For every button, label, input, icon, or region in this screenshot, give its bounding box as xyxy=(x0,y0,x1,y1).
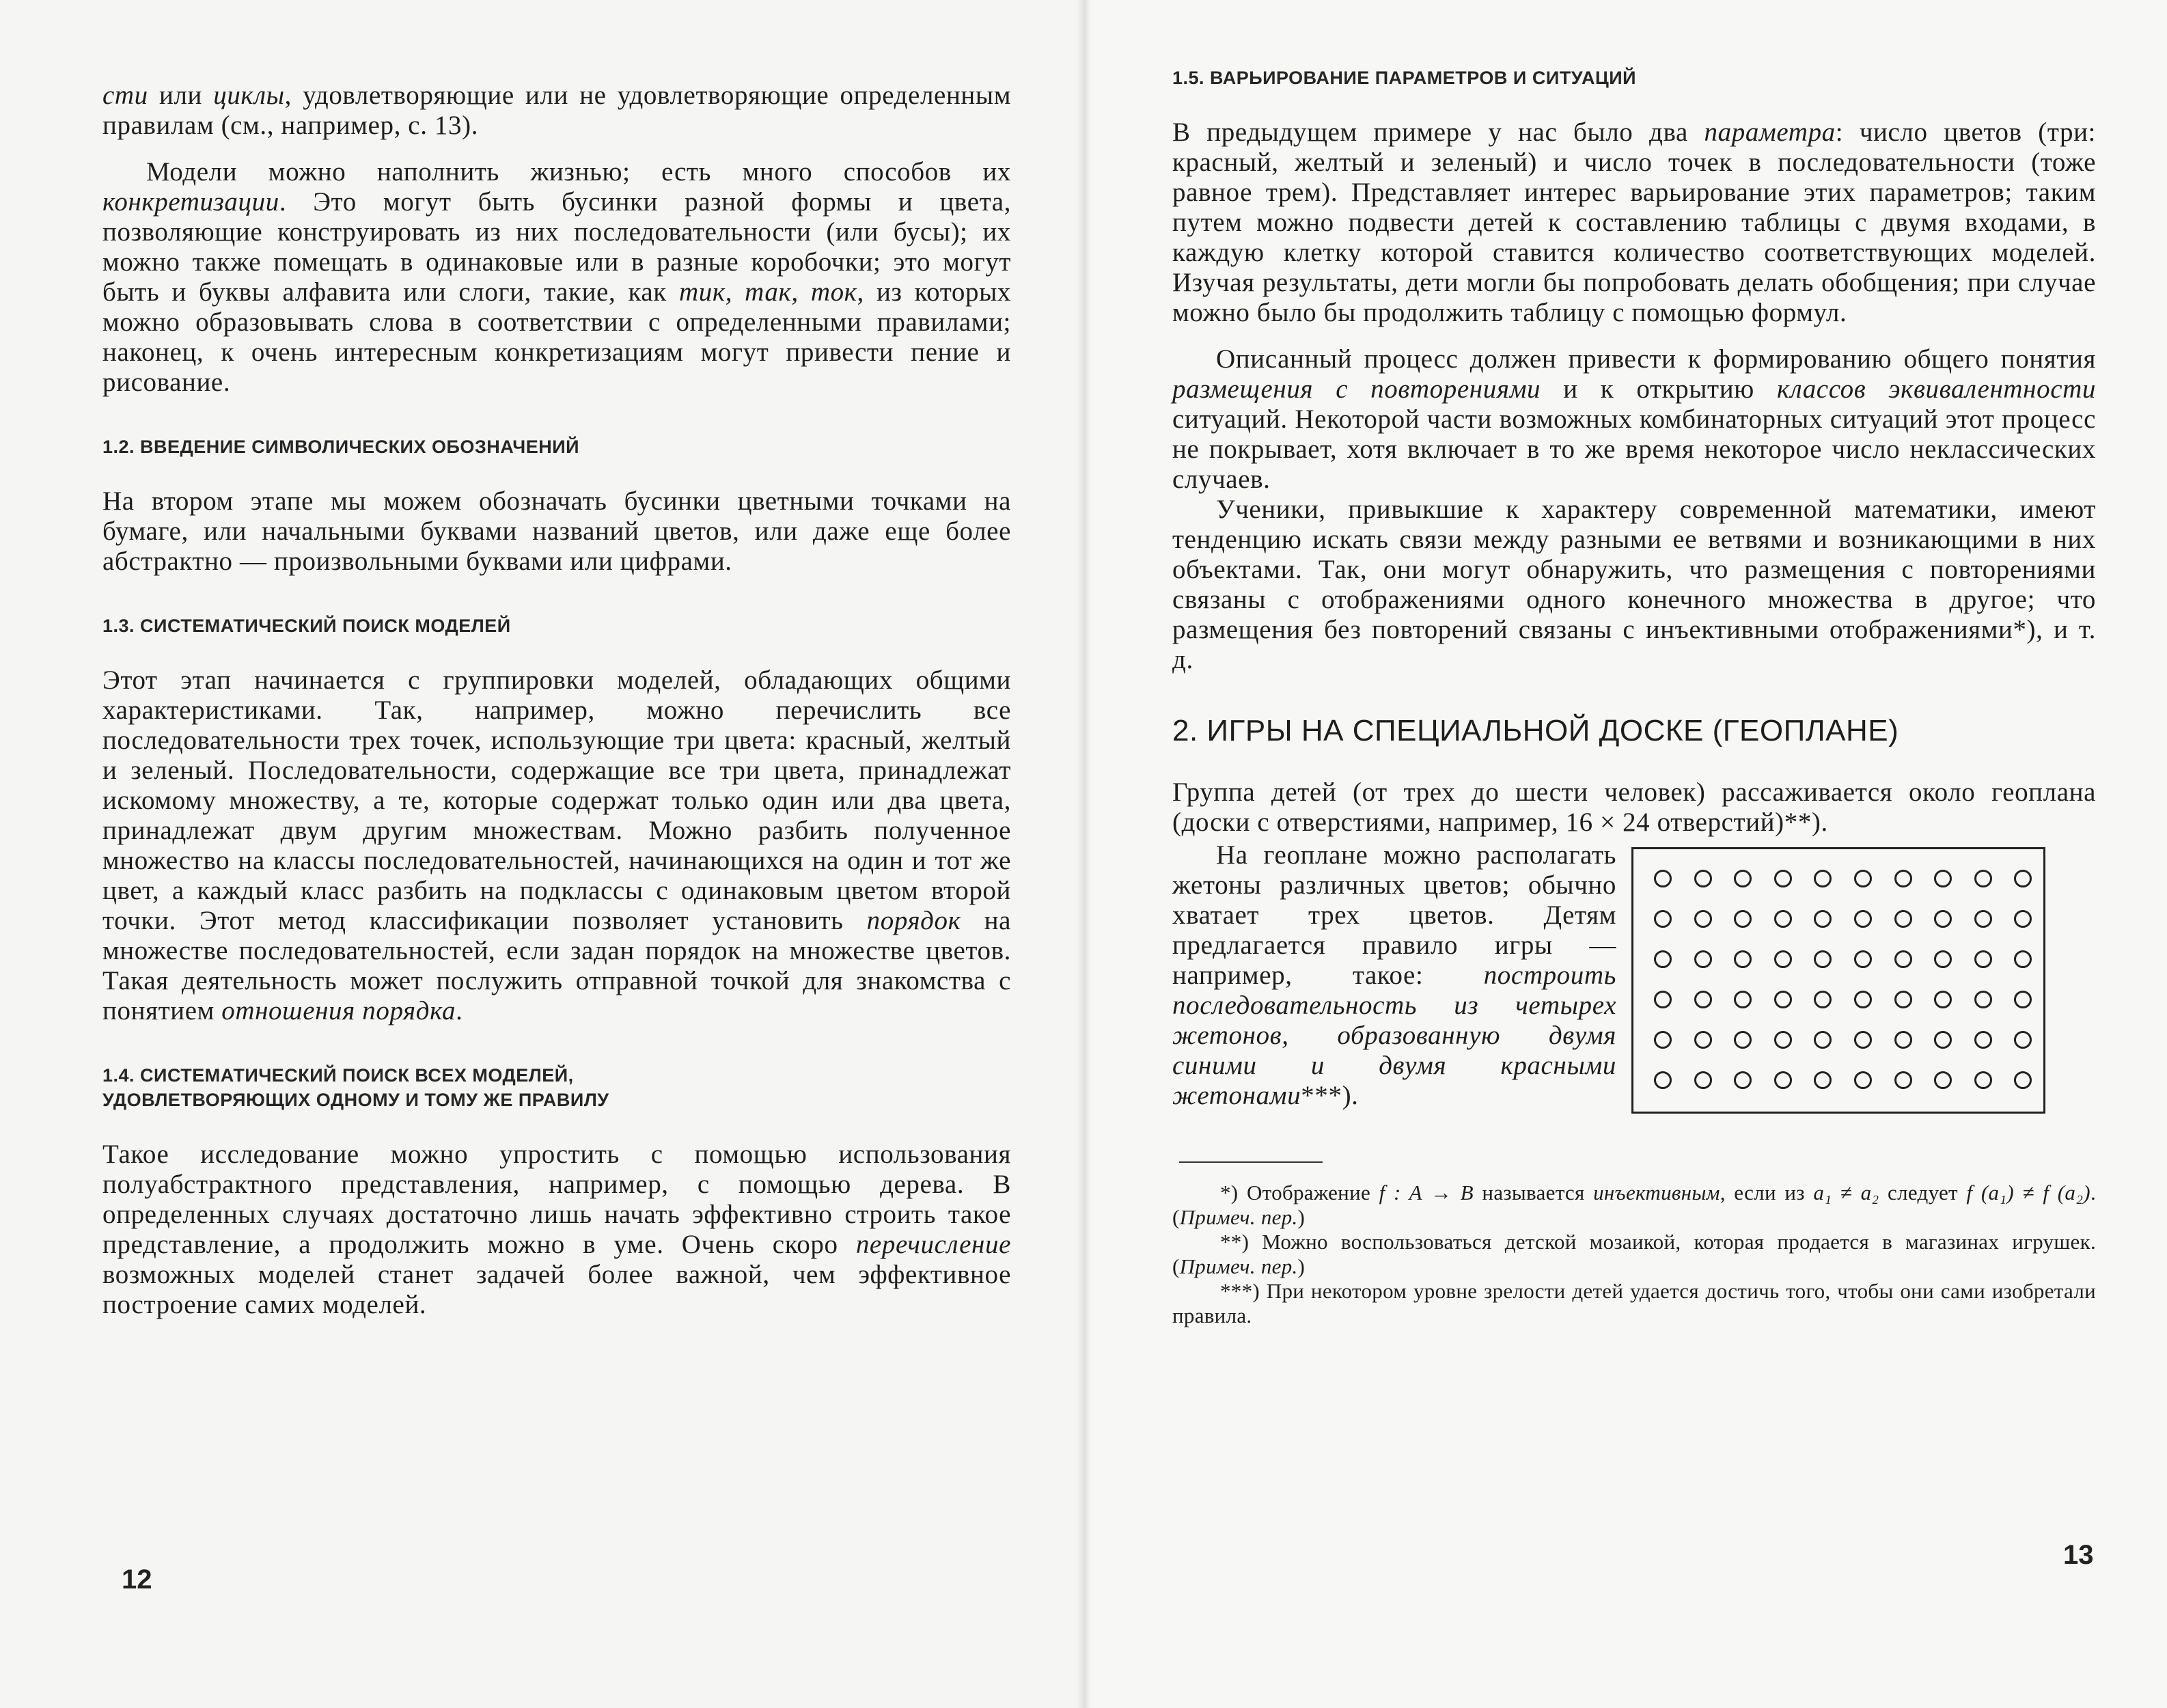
page-number-right: 13 xyxy=(2063,1540,2094,1570)
chapter-heading-2: 2. ИГРЫ НА СПЕЦИАЛЬНОЙ ДОСКЕ (ГЕОПЛАНЕ) xyxy=(1172,714,1899,747)
paragraph-geoplane-rules xyxy=(1172,840,1616,1111)
geoplane-hole xyxy=(1694,910,1712,928)
geoplane-hole xyxy=(2014,870,2032,887)
geoplane-hole xyxy=(1974,991,1992,1008)
text-run: : число цветов (три: красный, желтый и зеленый) и число точек в последовательности (тоже равное трем). Представляет интерес варьирование этих параметров; таким путем можно подвести детей к составлению таблицы с двумя входами, в каждую клетку которой ставится количество соответствующих моделей. Изучая результаты, дети могли бы попробовать делать обобщения; при случае можно было бы продолжить таблицу с помощью формул. xyxy=(1172,118,2096,327)
text-run: *) Отображение xyxy=(1220,1181,1379,1204)
text-run: . ( xyxy=(1172,1181,2096,1229)
geoplane-hole xyxy=(1654,1071,1672,1089)
geoplane-hole xyxy=(1654,950,1672,968)
text-run: . xyxy=(456,996,463,1025)
italic-term: порядок xyxy=(866,906,961,935)
geoplane-hole xyxy=(1814,870,1832,887)
italic-term: Примеч. пер. xyxy=(1179,1205,1298,1229)
right-page-text xyxy=(1172,66,2096,1328)
geoplane-hole xyxy=(1734,1031,1752,1049)
text-run: называется xyxy=(1473,1181,1594,1204)
italic-term: построить последовательность из четырех жетонов, образованную двумя синими и двумя красными жетонами xyxy=(1172,961,1616,1110)
geoplane-hole xyxy=(1814,950,1832,968)
text-run: и к открытию xyxy=(1541,374,1777,404)
text-run: следует xyxy=(1879,1181,1967,1204)
italic-term: сти xyxy=(102,81,148,110)
text-run: , из которых можно образовывать слова в соответствии с определенными правилами; наконец, к очень интересным конкретизациям могут привести пение и рисование. xyxy=(102,277,1011,397)
geoplane-hole xyxy=(2014,910,2032,928)
geoplane-hole xyxy=(1854,950,1872,968)
geoplane-hole xyxy=(1694,1031,1712,1049)
geoplane-hole xyxy=(1894,991,1912,1008)
geoplane-hole xyxy=(1894,1071,1912,1089)
footnote-1 xyxy=(1172,1181,2096,1230)
geoplane-hole xyxy=(1894,950,1912,968)
text-run: **) Можно воспользоваться детской мозаикой, которая продается в магазинах игрушек. ( xyxy=(1172,1230,2096,1278)
geoplane-hole xyxy=(2014,1071,2032,1089)
italic-term: параметра xyxy=(1704,118,1836,147)
text-run: на множестве последовательностей, если задан порядок на множестве цветов. Такая деятельность может послужить отправной точкой для знакомства с понятием xyxy=(102,906,1011,1025)
italic-term: Примеч. пер. xyxy=(1179,1254,1298,1278)
paragraph-continuation xyxy=(102,81,1011,141)
heading-line: 1.4. СИСТЕМАТИЧЕСКИЙ ПОИСК ВСЕХ МОДЕЛЕЙ, xyxy=(102,1065,574,1086)
geoplane-hole xyxy=(1814,910,1832,928)
geoplane-hole xyxy=(1974,950,1992,968)
geoplane-hole xyxy=(1694,870,1712,887)
geoplane-hole xyxy=(1734,991,1752,1008)
geoplane-hole xyxy=(1654,870,1672,887)
text-run: Такое исследование можно упростить с помощью использования полуабстрактного представления, например, с помощью дерева. В определенных случаях достаточно лишь начать эффективно строить такое представление, а продолжить можно в уме. Очень скоро xyxy=(102,1140,1011,1259)
geoplane-hole xyxy=(2014,950,2032,968)
text-run: В предыдущем примере у нас было два xyxy=(1172,118,1704,147)
italic-term: перечисление xyxy=(855,1230,1011,1259)
text-run: , удовлетворяющие или не удовлетворяющие определенным правилам (см., например, с. 13). xyxy=(102,81,1011,140)
text-run: . Это могут быть бусинки разной формы и цвета, позволяющие конструировать из них последовательности (или бусы); их можно также помещать в одинаковые или в разные коробочки; это могут быть и буквы алфавита или слоги, такие, как xyxy=(102,187,1011,307)
geoplane-hole xyxy=(1774,910,1792,928)
geoplane-hole xyxy=(1854,870,1872,887)
text-run: Описанный процесс должен привести к формированию общего понятия xyxy=(1216,344,2096,374)
italic-term: отношения порядка xyxy=(221,996,456,1025)
geoplane-hole xyxy=(1734,870,1752,887)
footnote-rule xyxy=(1179,1161,1323,1163)
geoplane-hole xyxy=(1894,870,1912,887)
book-gutter xyxy=(1077,0,1092,1708)
paragraph-symbolic-notation: На втором этапе мы можем обозначать бусинки цветными точками на бумаге, или начальными буквами названий цветов, или даже еще более абстрактно — произвольными буквами или цифрами. xyxy=(102,486,1011,576)
paragraph-process-description xyxy=(1172,344,2096,495)
geoplane-hole xyxy=(1934,910,1952,928)
geoplane-hole xyxy=(1894,910,1912,928)
geoplane-hole xyxy=(1774,991,1792,1008)
heading-line: УДОВЛЕТВОРЯЮЩИХ ОДНОМУ И ТОМУ ЖЕ ПРАВИЛУ xyxy=(102,1090,609,1110)
geoplane-hole xyxy=(1894,1031,1912,1049)
paragraph-models-concretization xyxy=(102,157,1011,398)
section-heading-1-4 xyxy=(102,1063,1011,1112)
italic-term: циклы xyxy=(213,81,285,110)
section-heading-1-5: 1.5. ВАРЬИРОВАНИЕ ПАРАМЕТРОВ И СИТУАЦИЙ xyxy=(1172,68,1637,88)
section-heading-1-2: 1.2. ВВЕДЕНИЕ СИМВОЛИЧЕСКИХ ОБОЗНАЧЕНИЙ xyxy=(102,437,580,457)
italic-term: размещения с повторениями xyxy=(1172,374,1541,404)
paragraph-geoplane-group: Группа детей (от трех до шести человек) рассаживается около геоплана (доски с отверстиями, например, 16 × 24 отверстий)**). xyxy=(1172,777,2096,837)
geoplane-hole xyxy=(1734,950,1752,968)
geoplane-hole xyxy=(1654,910,1672,928)
text-run: ) xyxy=(1297,1254,1306,1278)
page-number-left: 12 xyxy=(122,1565,152,1595)
geoplane-hole xyxy=(1694,1071,1712,1089)
text-run: ) xyxy=(1297,1205,1306,1229)
geoplane-hole xyxy=(2014,1031,2032,1049)
text-run: ситуаций. Некоторой части возможных комбинаторных ситуаций этот процесс не покрывает, хотя включает в то же время некоторое число неклассических случаев. xyxy=(1172,404,2096,494)
section-heading-1-3: 1.3. СИСТЕМАТИЧЕСКИЙ ПОИСК МОДЕЛЕЙ xyxy=(102,616,511,636)
formula: a₁ ≠ a₂ xyxy=(1813,1181,1879,1204)
geoplane-hole xyxy=(1694,950,1712,968)
paragraph-tree-representation xyxy=(102,1140,1011,1320)
geoplane-hole xyxy=(1774,1031,1792,1049)
text-run: или xyxy=(148,81,214,110)
geoplane-hole xyxy=(1854,991,1872,1008)
geoplane-hole xyxy=(1934,950,1952,968)
geoplane-hole xyxy=(1974,910,1992,928)
geoplane-hole xyxy=(1934,870,1952,887)
text-run: На геоплане можно располагать жетоны различных цветов; обычно хватает трех цветов. Детям предлагается правило игры — например, такое: xyxy=(1172,840,1616,990)
paragraph-students: Ученики, привыкшие к характеру современной математики, имеют тенденцию искать связи между разными ее ветвями и возникающими в них объектами. Так, они могут обнаружить, что размещения с повторениями связаны с отображениями одного конечного множества в другое; что размещения без повторений связаны с инъективными отображениями*), и т. д. xyxy=(1172,495,2096,674)
text-run: возможных моделей станет задачей более важной, чем эффективное построение самих моделей. xyxy=(102,1260,1011,1319)
formula: f : A → B xyxy=(1379,1181,1474,1204)
geoplane-hole xyxy=(1974,1071,1992,1089)
text-run: Этот этап начинается с группировки моделей, обладающих общими характеристиками. Так, например, можно перечислить все последовательности трех точек, использующие три цвета: красный, желтый и зеленый. Последовательности, содержащие все три цвета, принадлежат искомому множеству, а те, которые содержат только один или два цвета, принадлежат двум другим множествам. Можно разбить полученное множество на классы последовательностей, начинающихся на один и тот же цвет, а каждый класс разбить на подклассы с одинаковым цветом второй точки. Этот метод классификации позволяет установить xyxy=(102,665,1011,935)
formula: f (a₁) ≠ f (a₂) xyxy=(1966,1181,2090,1204)
text-run: ***). xyxy=(1301,1081,1359,1110)
text-run: , если из xyxy=(1720,1181,1814,1204)
geoplane-block xyxy=(1172,840,2096,1146)
text-run: Модели можно наполнить жизнью; есть много способов их xyxy=(146,157,1011,187)
footnote-3: ***) При некотором уровне зрелости детей удается достичь того, чтобы они сами изобретали правила. xyxy=(1172,1279,2096,1327)
geoplane-figure xyxy=(1631,847,2045,1114)
paragraph-parameters xyxy=(1172,118,2096,328)
paragraph-systematic-search xyxy=(102,665,1011,1026)
geoplane-hole xyxy=(1814,1071,1832,1089)
geoplane-hole xyxy=(1934,1071,1952,1089)
italic-term: инъективным xyxy=(1593,1181,1720,1204)
geoplane-hole xyxy=(1774,870,1792,887)
geoplane-hole xyxy=(1934,991,1952,1008)
geoplane-hole xyxy=(1974,1031,1992,1049)
geoplane-hole xyxy=(1934,1031,1952,1049)
geoplane-hole xyxy=(1654,991,1672,1008)
geoplane-hole xyxy=(1734,910,1752,928)
geoplane-hole xyxy=(1654,1031,1672,1049)
geoplane-hole xyxy=(1974,870,1992,887)
geoplane-hole xyxy=(1814,1031,1832,1049)
geoplane-hole xyxy=(1814,991,1832,1008)
footnote-2 xyxy=(1172,1230,2096,1279)
italic-term: конкретизации xyxy=(102,187,279,217)
geoplane-hole xyxy=(1774,950,1792,968)
geoplane-hole xyxy=(2014,991,2032,1008)
italic-term: классов эквивалентности xyxy=(1776,374,2096,404)
geoplane-hole xyxy=(1694,991,1712,1008)
geoplane-hole xyxy=(1854,1031,1872,1049)
geoplane-hole xyxy=(1734,1071,1752,1089)
italic-term: тик, так, ток xyxy=(678,277,857,307)
geoplane-hole xyxy=(1854,910,1872,928)
left-page-text xyxy=(102,81,1011,1320)
geoplane-hole xyxy=(1774,1071,1792,1089)
geoplane-hole xyxy=(1854,1071,1872,1089)
